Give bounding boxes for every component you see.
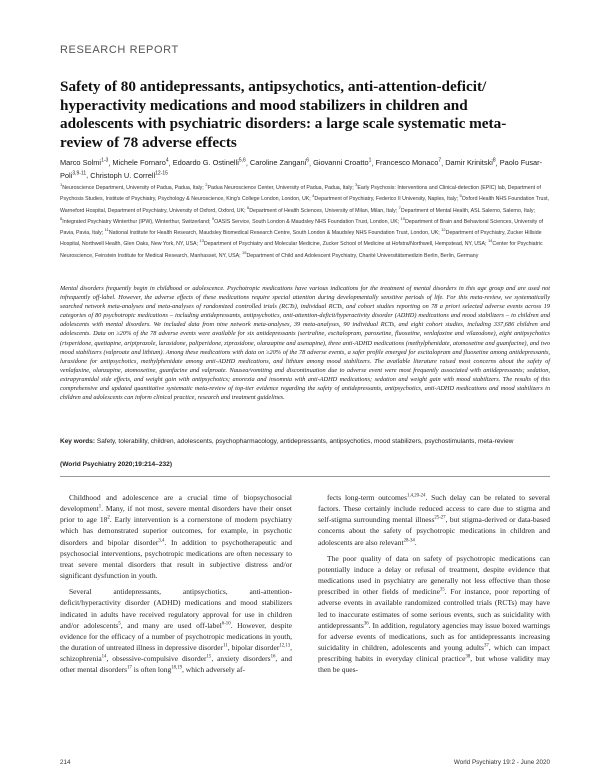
citation-ref: 1,4,20-24	[407, 493, 426, 499]
affiliation-text: Neuroscience Department, University of Padua, Padua, Italy;	[62, 184, 206, 191]
keywords-text: Safety, tolerability, children, adolescents, psychopharmacology, antidepressants, antipsychotics, mood stabilizers, psychostimulants, meta-review	[96, 438, 514, 445]
affiliation-text: Department of Mental Health, ASL Salerno, Salerno, Italy;	[400, 207, 535, 214]
citation-ref: 35	[439, 587, 445, 593]
author	[60, 158, 108, 167]
article-title: Safety of 80 antidepressants, antipsychotics, anti-attention-deficit/ hyperactivity medications and mood stabilizers in children and adolescents with psychiatric disorders: a large scale systematic meta-review of 78 adverse effects	[60, 78, 507, 151]
citation-ref: 17	[127, 665, 132, 671]
author-affiliation-marker: 5,6	[238, 158, 246, 164]
body-paragraph: The poor quality of data on safety of psychotropic medications can potentially induce a delay or refusal of treatment, despite evidence that medications used in psychiatry are generally not less effective than those prescribed in other fields of medicine$^{35}$. For instance, poor reporting of adverse events in available randomized controlled trials (RCTs) may have led to inaccurate estimates of some serious events, such as suicidality with antidepressants$^{36}$. In addition, regulatory agencies may issue boxed warnings for adverse events of medications, such as for antidepressants increasing suicidality in children, adolescents and young adults$^{37}$, which can impact prescribing habits in everyday clinical practice$^{38}$, but whose validity may then be ques-	[318, 553, 551, 675]
citation-ref: 18,19	[171, 665, 183, 671]
body-paragraph: Childhood and adolescence are a crucial time of biopsychosocial development$^1$. Many, if not most, severe mental disorders have their onset prior to age $18^2$. Early intervention is a cornerstone of modern psychiatry which has demonstrated superior outcomes, for example, in psychotic disorders and bipolar disorder$^{3,4}$. In addition to psychotherapeutic and psychosocial interventions, psychotropic medications are often necessary to treat severe mental disorders that result in subjective distress and/or significant dysfunction in youth.	[60, 493, 292, 581]
citation-ref: 12,13	[279, 643, 291, 649]
affiliation-number: 5	[459, 193, 462, 199]
journal-info: World Psychiatry 19:2 - June 2020	[453, 759, 550, 766]
affiliation-text: Padua Neuroscience Center, University of Padua, Padua, Italy;	[207, 184, 356, 191]
author-name: Giovanni Croatto	[313, 158, 369, 168]
affiliation-text: Center for Psychiatric Neuroscience, Feinstein Institute for Medical Research, Manhasset, NY, USA;	[60, 241, 543, 259]
affiliation-number: 11	[104, 227, 109, 233]
citation-ref: 3,4	[158, 538, 165, 544]
affiliation-number: 9	[211, 215, 215, 221]
citation-ref: 25-27	[434, 515, 446, 521]
author	[375, 158, 441, 167]
author-affiliation-marker: 3,9-11	[72, 170, 87, 177]
author-name: Damir Krinitski	[445, 158, 493, 168]
affiliation-number: 6	[247, 204, 250, 210]
affiliation-number: 1	[60, 182, 63, 187]
keywords	[60, 437, 550, 446]
affiliation-number: 3	[355, 182, 358, 187]
citation-ref: 37	[483, 643, 489, 649]
citation-ref: 1	[98, 504, 102, 510]
affiliation-number: 13	[199, 238, 204, 244]
author	[445, 158, 495, 167]
author-name: Michele Fornaro	[112, 158, 166, 168]
citation-ref: 14	[101, 654, 107, 660]
body-column-left	[60, 492, 292, 681]
citation-ref: 15	[206, 654, 212, 660]
citation: (World Psychiatry 2020;19:214–232)	[60, 461, 173, 468]
author-affiliation-marker: 1-3	[101, 158, 109, 164]
author	[112, 158, 168, 167]
author-list: Marco Solmi$^{1-3}$, Michele Fornaro$^4$, Edoardo G. Ostinelli$^{5,6}$, Caroline Zangani$^6$, Giovanni Croatto$^1$, Francesco Monaco$^7$, Damir Krinitski$^8$, Paolo Fusar-Poli$^{3,9-11}$, Christoph U. Correll$^{12-15}$	[60, 158, 543, 180]
affiliation-text: Department of Health Sciences, University of Milan, Milan, Italy;	[249, 207, 399, 214]
body-paragraph: fects long-term outcomes$^{1,4,20-24}$. Such delay can be related to several factors. These certainly include reduced access to care due to stigma and self-stigma surrounding mental illness$^{25-27}$, but stigma-derived or data-based concerns about the safety of psychotropic medications in children and adolescents are also relevant$^{28-34}$.	[318, 493, 550, 547]
affiliation-number: 8	[60, 215, 63, 221]
affiliation-text: Department of Psychiatry, Federico II University, Naples, Italy;	[314, 196, 460, 203]
affiliation-number: 7	[398, 204, 401, 210]
author	[173, 158, 246, 167]
author	[90, 171, 168, 180]
body-paragraph: Several antidepressants, antipsychotics, anti-attention-deficit/hyperactivity disorder (ADHD) medications and mood stabilizers indicated in adults have received regulatory approval for use in children and/or adolescents$^5$, and many are used off-label$^{6-10}$. However, despite evidence for the efficacy of a number of psychotropic medications in youth, the duration of untreated illness in depressive disorder$^{11}$, bipolar disorder$^{12,13}$, schizophrenia$^{14}$, obsessive-compulsive disorder$^{15}$, anxiety disorders$^{16}$, and other mental disorders$^{17}$ is often long$^{18,19}$, which adversely af-	[60, 587, 293, 675]
citation-ref: 2	[107, 515, 110, 521]
affiliation-number: 10	[400, 215, 406, 221]
affiliation-text: National Institute for Health Research, Maudsley Biomedical Research Centre, South London & Maudsley NHS Foundation Trust, London, UK;	[108, 229, 442, 236]
citation-ref: 5	[118, 621, 121, 627]
page-number: 214	[60, 759, 71, 766]
keywords-label: Key words:	[60, 438, 96, 445]
affiliation-text: Oxford Health NHS Foundation Trust, Warneford Hospital, Department of Psychiatry, University of Oxford, Oxford, UK;	[60, 196, 549, 214]
affiliation-number: 4	[312, 193, 315, 199]
author-affiliation-marker: 1	[368, 158, 372, 164]
affiliation-number: 2	[205, 182, 208, 187]
author-name: Paolo Fusar-Poli	[60, 158, 543, 180]
author-affiliation-marker: 6	[306, 158, 309, 164]
author-name: Francesco Monaco	[375, 158, 439, 168]
citation-ref: 28-34	[403, 538, 415, 544]
citation-ref: 16	[270, 654, 276, 660]
author	[250, 158, 309, 167]
body-column-right	[318, 492, 550, 681]
divider	[60, 476, 550, 477]
affiliation-text: Department of Psychiatry and Molecular Medicine, Zucker School of Medicine at Hofstra/Northwell, Hempstead, NY, USA;	[203, 241, 488, 248]
affiliation-text: Department of Psychiatry, Zucker Hillside Hospital, Northwell Health, Glen Oaks, New York, NY, USA;	[60, 229, 542, 248]
citation-ref: 11	[223, 643, 228, 649]
affiliation-text: Department of Child and Adolescent Psychiatry, Charité Universitätsmedizin Berlin, Berlin, Germany	[246, 252, 479, 259]
author-name: Marco Solmi	[60, 158, 102, 168]
author-affiliation-marker: 12-15	[155, 170, 168, 177]
author-name: Edoardo G. Ostinelli	[172, 158, 239, 168]
affiliation-number: 12	[441, 227, 446, 233]
affiliation-text: OASIS Service, South London & Maudsley NHS Foundation Trust, London, UK;	[214, 218, 401, 225]
author-affiliation-marker: 8	[492, 158, 496, 164]
affiliation-number: 15	[242, 249, 247, 255]
author-name: Christoph U. Correll	[90, 170, 156, 180]
section-label: RESEARCH REPORT	[60, 44, 179, 56]
affiliation-text: Early Psychosis: Interventions and Clinical-detection (EPIC) lab, Department of Psychosis Studies, Institute of Psychiatry, Psychology & Neuroscience, King's College London, London, UK;	[60, 184, 541, 203]
citation-ref: 38	[465, 654, 471, 660]
affiliations	[60, 181, 550, 260]
author-name: Caroline Zangani	[249, 158, 307, 168]
abstract: Mental disorders frequently begin in childhood or adolescence. Psychotropic medications have various indications for the treatment of mental disorders in this age group and are used not infrequently off-label. However, the adverse effects of these medications require special attention during developmentally sensitive periods of life. For this meta-review, we systematically searched network meta-analyses and meta-analyses of randomized controlled trials (RCTs), individual RCTs, and cohort studies reporting on 78 a priori selected adverse events across 19 categories of 80 psychotropic medications – including antidepressants, antipsychotics, anti-attention-deficit/hyperactivity disorder (ADHD) medications and mood stabilizers – in children and adolescents with mental disorders. We included data from nine network meta-analyses, 39 meta-analyses, 90 individual RCTs, and eight cohort studies, including 337,686 children and adolescents. Data on ≥20% of the 78 adverse events were available for six antidepressants (sertraline, escitalopram, paroxetine, fluoxetine, venlafaxine and vilazodone), eight antipsychotics (risperidone, quetiapine, aripiprazole, lurasidone, paliperidone, ziprasidone, olanzapine and asenapine), three anti-ADHD medications (methylphenidate, atomoxetine and guanfacine), and two mood stabilizers (valproate and lithium). Among these medications with data on ≥20% of the 78 adverse events, a safer profile emerged for escitalopram and fluoxetine among antidepressants, lurasidone for antipsychotics, methylphenidate among anti-ADHD medications, and lithium among mood stabilizers. The available literature raised most concerns about the safety of venlafaxine, olanzapine, atomoxetine, guanfacine and valproate. Nausea/vomiting and discontinuation due to adverse event were most frequently associated with antidepressants; sedation, extrapyramidal side effects, and weight gain with antipsychotics; anorexia and insomnia with anti-ADHD medications; sedation and weight gain with mood stabilizers. The results of this comprehensive and updated quantitative systematic meta-review of top-tier evidence regarding the safety of antidepressants, antipsychotics, anti-ADHD medications and mood stabilizers in children and adolescents can inform clinical practice, research and treatment guidelines.	[60, 285, 550, 402]
affiliation-number: 14	[487, 238, 493, 244]
author-affiliation-marker: 4	[165, 158, 169, 164]
author-affiliation-marker: 7	[438, 158, 442, 164]
affiliation-text: Integrated Psychiatry Winterthur (IPW), Winterthur, Switzerland;	[62, 218, 212, 225]
citation-ref: 36	[363, 621, 369, 627]
citation-ref: 6-10	[221, 621, 231, 627]
author	[313, 158, 371, 167]
affiliation-text: Department of Brain and Behavioral Sciences, University of Pavia, Pavia, Italy;	[60, 218, 544, 236]
